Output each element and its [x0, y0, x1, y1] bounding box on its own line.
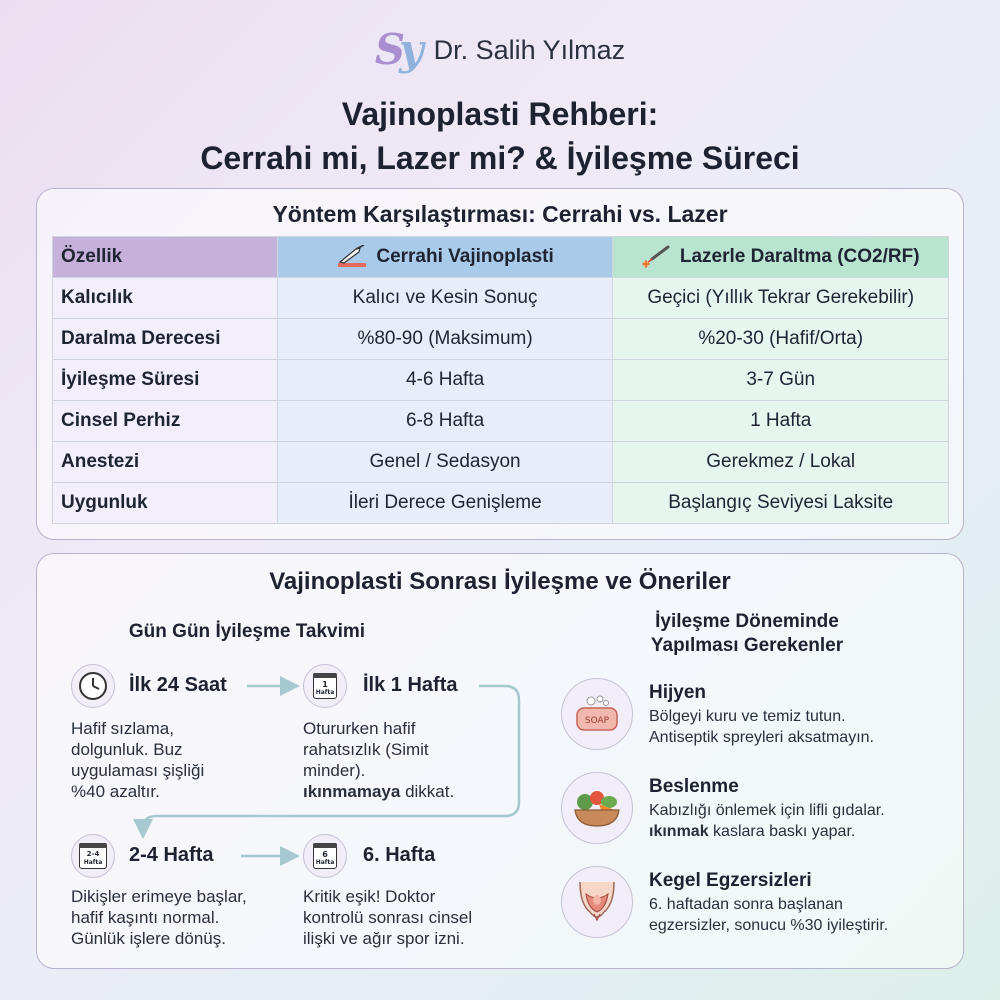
step-2-desc: Otururken hafif rahatsızlık (Simit minder). ıkınmamaya dikkat.	[303, 719, 455, 801]
step-3-icon-circle	[71, 834, 115, 878]
soap-icon	[573, 694, 621, 734]
brand-logo: Sy	[374, 25, 418, 74]
table-row	[53, 360, 949, 401]
table-row	[53, 483, 949, 524]
header-laser-label: Lazerle Daraltma (CO2/RF)	[679, 246, 920, 267]
row-feature: Uygunluk	[53, 483, 278, 524]
row-feature: Kalıcılık	[53, 278, 278, 319]
svg-text:SOAP: SOAP	[584, 716, 610, 726]
todo-2-icon-circle	[561, 772, 633, 844]
recovery-title: Vajinoplasti Sonrası İyileşme ve Öneriler	[269, 568, 731, 595]
table-row	[53, 442, 949, 483]
header-laser	[613, 237, 949, 278]
step-1-name: İlk 24 Saat	[129, 674, 227, 696]
step-3-name: 2-4 Hafta	[129, 844, 214, 866]
row-laser: 3-7 Gün	[613, 360, 949, 401]
page-title-line2: Cerrahi mi, Lazer mi? & İyileşme Süreci	[200, 140, 800, 176]
scalpel-icon	[336, 245, 368, 269]
food-bowl-icon	[571, 786, 623, 830]
table-row	[53, 401, 949, 442]
laser-icon	[642, 245, 672, 269]
todo-3-title: Kegel Egzersizleri	[649, 870, 812, 891]
todo-3-icon-circle	[561, 866, 633, 938]
table-row	[53, 319, 949, 360]
recovery-card	[36, 553, 964, 969]
row-surgical: %80-90 (Maksimum)	[277, 319, 613, 360]
brand-header	[0, 25, 1000, 74]
table-row	[53, 278, 949, 319]
step-3-desc: Dikişler erimeye başlar, hafif kaşıntı normal. Günlük işlere dönüş.	[71, 887, 247, 948]
brand-name: Dr. Salih Yılmaz	[433, 34, 626, 65]
row-feature: Cinsel Perhiz	[53, 401, 278, 442]
pelvic-floor-icon	[572, 878, 622, 926]
header-feature: Özellik	[53, 237, 278, 278]
page-title-line1: Vajinoplasti Rehberi:	[341, 96, 659, 132]
calendar-icon: 2-4 Hafta	[79, 843, 107, 869]
row-feature: Daralma Derecesi	[53, 319, 278, 360]
row-feature: İyileşme Süresi	[53, 360, 278, 401]
comparison-card	[36, 188, 964, 540]
todo-2-text: Kabızlığı önlemek için lifli gıdalar. ıkınmak kaslara baskı yapar.	[649, 802, 885, 840]
table-header-row	[53, 237, 949, 278]
clock-icon	[77, 670, 109, 702]
row-surgical: Kalıcı ve Kesin Sonuç	[277, 278, 613, 319]
calendar-icon: 1 Hafta	[313, 673, 337, 699]
step-4-desc: Kritik eşik! Doktor kontrolü sonrası cinsel ilişki ve ağır spor izni.	[303, 887, 473, 948]
row-surgical: 6-8 Hafta	[277, 401, 613, 442]
step-2-name: İlk 1 Hafta	[363, 674, 458, 696]
row-laser: 1 Hafta	[613, 401, 949, 442]
step-2-icon-circle	[303, 664, 347, 708]
step-1-icon-circle	[71, 664, 115, 708]
row-surgical: Genel / Sedasyon	[277, 442, 613, 483]
comparison-table	[52, 236, 949, 524]
todo-title: İyileşme Döneminde Yapılması Gerekenler	[650, 611, 844, 656]
header-surgical-label: Cerrahi Vajinoplasti	[376, 246, 554, 267]
row-laser: Gerekmez / Lokal	[613, 442, 949, 483]
header-surgical	[277, 237, 613, 278]
row-surgical: 4-6 Hafta	[277, 360, 613, 401]
todo-2-title: Beslenme	[649, 776, 739, 797]
page-title	[0, 92, 1000, 180]
todo-1-text: Bölgeyi kuru ve temiz tutun. Antiseptik spreyleri aksatmayın.	[649, 708, 874, 746]
row-laser: %20-30 (Hafif/Orta)	[613, 319, 949, 360]
step-4-icon-circle	[303, 834, 347, 878]
todo-1-title: Hijyen	[649, 682, 707, 703]
calendar-icon: 6 Hafta	[313, 843, 337, 869]
row-surgical: İleri Derece Genişleme	[277, 483, 613, 524]
row-feature: Anestezi	[53, 442, 278, 483]
timeline-title: Gün Gün İyileşme Takvimi	[128, 621, 366, 642]
step-1-desc: Hafif sızlama, dolgunluk. Buz uygulaması şişliği %40 azaltır.	[71, 719, 205, 801]
comparison-title: Yöntem Karşılaştırması: Cerrahi vs. Lazer	[272, 201, 728, 227]
todo-1-icon-circle	[561, 678, 633, 750]
step-4-name: 6. Hafta	[363, 844, 436, 866]
todo-3-text: 6. haftadan sonra başlanan egzersizler, sonucu %30 iyileştirir.	[649, 896, 889, 934]
row-laser: Geçici (Yıllık Tekrar Gerekebilir)	[613, 278, 949, 319]
row-laser: Başlangıç Seviyesi Laksite	[613, 483, 949, 524]
